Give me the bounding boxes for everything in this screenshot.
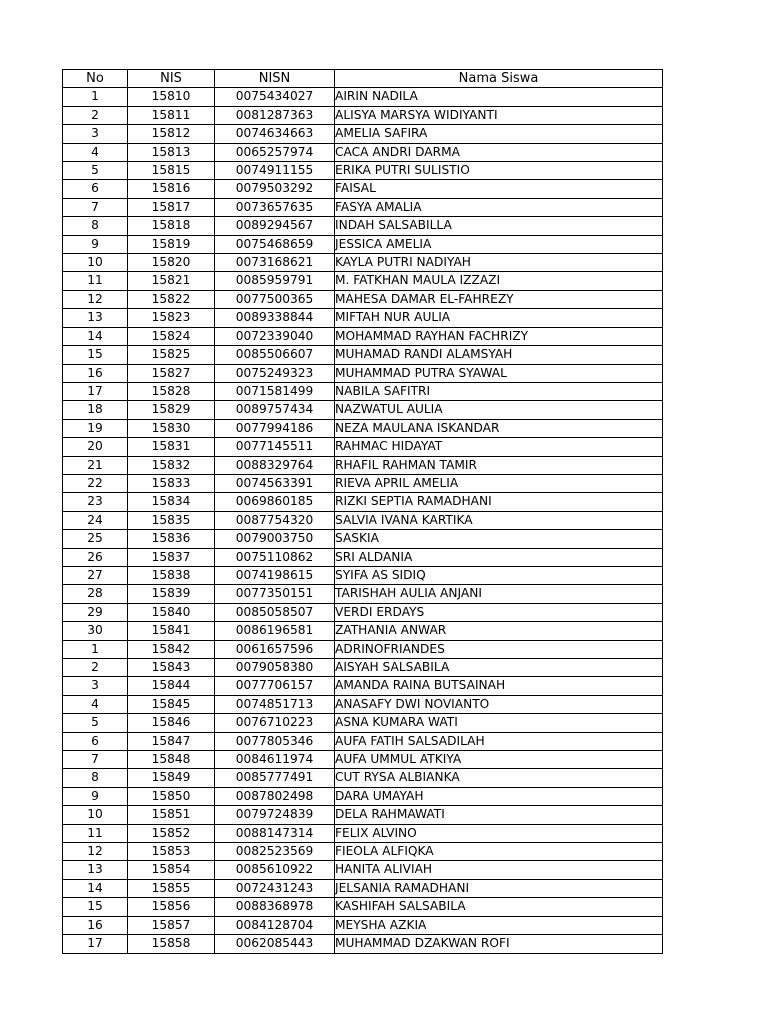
cell-nama-siswa: MUHAMAD RANDI ALAMSYAH bbox=[335, 346, 663, 364]
table-row bbox=[63, 419, 663, 437]
table-row bbox=[63, 898, 663, 916]
cell-nis: 15844 bbox=[128, 677, 215, 695]
table-row bbox=[63, 438, 663, 456]
cell-nis: 15827 bbox=[128, 364, 215, 382]
cell-no: 22 bbox=[63, 474, 128, 492]
cell-nisn: 0089338844 bbox=[215, 309, 335, 327]
cell-nama-siswa: AMANDA RAINA BUTSAINAH bbox=[335, 677, 663, 695]
header-nama-siswa: Nama Siswa bbox=[335, 70, 663, 88]
cell-nisn: 0074911155 bbox=[215, 162, 335, 180]
cell-nisn: 0077145511 bbox=[215, 438, 335, 456]
cell-no: 19 bbox=[63, 419, 128, 437]
cell-nama-siswa: AISYAH SALSABILA bbox=[335, 659, 663, 677]
cell-nis: 15811 bbox=[128, 106, 215, 124]
cell-nama-siswa: INDAH SALSABILLA bbox=[335, 217, 663, 235]
cell-nama-siswa: AMELIA SAFIRA bbox=[335, 125, 663, 143]
cell-no: 6 bbox=[63, 180, 128, 198]
cell-nis: 15853 bbox=[128, 843, 215, 861]
cell-nis: 15821 bbox=[128, 272, 215, 290]
table-row bbox=[63, 382, 663, 400]
table-row bbox=[63, 548, 663, 566]
cell-nama-siswa: KAYLA PUTRI NADIYAH bbox=[335, 254, 663, 272]
cell-nisn: 0085506607 bbox=[215, 346, 335, 364]
cell-no: 13 bbox=[63, 861, 128, 879]
cell-nis: 15850 bbox=[128, 787, 215, 805]
table-row bbox=[63, 511, 663, 529]
cell-no: 1 bbox=[63, 640, 128, 658]
table-row bbox=[63, 824, 663, 842]
cell-nama-siswa: CACA ANDRI DARMA bbox=[335, 143, 663, 161]
table-row bbox=[63, 585, 663, 603]
cell-no: 11 bbox=[63, 272, 128, 290]
cell-no: 13 bbox=[63, 309, 128, 327]
cell-nis: 15837 bbox=[128, 548, 215, 566]
table-row bbox=[63, 327, 663, 345]
cell-nis: 15843 bbox=[128, 659, 215, 677]
cell-nis: 15819 bbox=[128, 235, 215, 253]
table-row bbox=[63, 530, 663, 548]
cell-nis: 15825 bbox=[128, 346, 215, 364]
cell-nisn: 0079724839 bbox=[215, 806, 335, 824]
cell-nama-siswa: JELSANIA RAMADHANI bbox=[335, 879, 663, 897]
cell-nisn: 0073657635 bbox=[215, 198, 335, 216]
table-row bbox=[63, 493, 663, 511]
cell-nis: 15818 bbox=[128, 217, 215, 235]
cell-nama-siswa: RAHMAC HIDAYAT bbox=[335, 438, 663, 456]
cell-nama-siswa: M. FATKHAN MAULA IZZAZI bbox=[335, 272, 663, 290]
cell-nama-siswa: NABILA SAFITRI bbox=[335, 382, 663, 400]
cell-no: 24 bbox=[63, 511, 128, 529]
cell-no: 29 bbox=[63, 603, 128, 621]
table-row bbox=[63, 622, 663, 640]
cell-nis: 15817 bbox=[128, 198, 215, 216]
cell-nis: 15832 bbox=[128, 456, 215, 474]
cell-nis: 15842 bbox=[128, 640, 215, 658]
cell-nisn: 0069860185 bbox=[215, 493, 335, 511]
cell-nisn: 0082523569 bbox=[215, 843, 335, 861]
table-row bbox=[63, 309, 663, 327]
table-row bbox=[63, 198, 663, 216]
cell-nama-siswa: RIEVA APRIL AMELIA bbox=[335, 474, 663, 492]
cell-nis: 15810 bbox=[128, 88, 215, 106]
cell-nis: 15835 bbox=[128, 511, 215, 529]
cell-no: 7 bbox=[63, 198, 128, 216]
cell-nisn: 0088329764 bbox=[215, 456, 335, 474]
cell-nis: 15829 bbox=[128, 401, 215, 419]
cell-nisn: 0089757434 bbox=[215, 401, 335, 419]
cell-no: 9 bbox=[63, 787, 128, 805]
table-row bbox=[63, 751, 663, 769]
cell-nama-siswa: AUFA FATIH SALSADILAH bbox=[335, 732, 663, 750]
cell-no: 5 bbox=[63, 162, 128, 180]
cell-nama-siswa: TARISHAH AULIA ANJANI bbox=[335, 585, 663, 603]
cell-nama-siswa: VERDI ERDAYS bbox=[335, 603, 663, 621]
cell-nama-siswa: MIFTAH NUR AULIA bbox=[335, 309, 663, 327]
cell-no: 8 bbox=[63, 217, 128, 235]
cell-nisn: 0075110862 bbox=[215, 548, 335, 566]
cell-nis: 15836 bbox=[128, 530, 215, 548]
cell-nisn: 0074563391 bbox=[215, 474, 335, 492]
cell-no: 25 bbox=[63, 530, 128, 548]
cell-no: 2 bbox=[63, 659, 128, 677]
table-row bbox=[63, 474, 663, 492]
table-row bbox=[63, 346, 663, 364]
cell-nisn: 0084611974 bbox=[215, 751, 335, 769]
cell-nama-siswa: DARA UMAYAH bbox=[335, 787, 663, 805]
cell-nisn: 0062085443 bbox=[215, 935, 335, 953]
cell-nisn: 0074198615 bbox=[215, 566, 335, 584]
header-nis: NIS bbox=[128, 70, 215, 88]
cell-nisn: 0075249323 bbox=[215, 364, 335, 382]
cell-no: 9 bbox=[63, 235, 128, 253]
cell-no: 12 bbox=[63, 843, 128, 861]
table-row bbox=[63, 143, 663, 161]
table-row bbox=[63, 659, 663, 677]
cell-no: 20 bbox=[63, 438, 128, 456]
cell-nama-siswa: AIRIN NADILA bbox=[335, 88, 663, 106]
cell-nisn: 0071581499 bbox=[215, 382, 335, 400]
cell-nis: 15849 bbox=[128, 769, 215, 787]
cell-nama-siswa: FIEOLA ALFIQKA bbox=[335, 843, 663, 861]
cell-nis: 15841 bbox=[128, 622, 215, 640]
cell-nama-siswa: NAZWATUL AULIA bbox=[335, 401, 663, 419]
cell-nisn: 0073168621 bbox=[215, 254, 335, 272]
cell-nama-siswa: CUT RYSA ALBIANKA bbox=[335, 769, 663, 787]
cell-no: 2 bbox=[63, 106, 128, 124]
table-row bbox=[63, 272, 663, 290]
table-row bbox=[63, 106, 663, 124]
cell-nama-siswa: DELA RAHMAWATI bbox=[335, 806, 663, 824]
cell-nisn: 0076710223 bbox=[215, 714, 335, 732]
cell-nama-siswa: NEZA MAULANA ISKANDAR bbox=[335, 419, 663, 437]
cell-nisn: 0081287363 bbox=[215, 106, 335, 124]
cell-nisn: 0072339040 bbox=[215, 327, 335, 345]
cell-nama-siswa: JESSICA AMELIA bbox=[335, 235, 663, 253]
cell-nama-siswa: ALISYA MARSYA WIDIYANTI bbox=[335, 106, 663, 124]
cell-nis: 15840 bbox=[128, 603, 215, 621]
cell-nama-siswa: AUFA UMMUL ATKIYA bbox=[335, 751, 663, 769]
table-row bbox=[63, 217, 663, 235]
cell-nama-siswa: MUHAMMAD PUTRA SYAWAL bbox=[335, 364, 663, 382]
cell-no: 5 bbox=[63, 714, 128, 732]
cell-nisn: 0065257974 bbox=[215, 143, 335, 161]
cell-nis: 15846 bbox=[128, 714, 215, 732]
cell-no: 17 bbox=[63, 382, 128, 400]
cell-nama-siswa: ASNA KUMARA WATI bbox=[335, 714, 663, 732]
table-row bbox=[63, 935, 663, 953]
cell-nisn: 0077706157 bbox=[215, 677, 335, 695]
cell-nisn: 0072431243 bbox=[215, 879, 335, 897]
cell-no: 23 bbox=[63, 493, 128, 511]
table-row bbox=[63, 695, 663, 713]
table-body bbox=[63, 88, 663, 953]
cell-no: 21 bbox=[63, 456, 128, 474]
table-row bbox=[63, 732, 663, 750]
cell-no: 14 bbox=[63, 879, 128, 897]
cell-nisn: 0088368978 bbox=[215, 898, 335, 916]
cell-nisn: 0074851713 bbox=[215, 695, 335, 713]
cell-no: 26 bbox=[63, 548, 128, 566]
cell-nis: 15820 bbox=[128, 254, 215, 272]
cell-nisn: 0077994186 bbox=[215, 419, 335, 437]
cell-no: 18 bbox=[63, 401, 128, 419]
student-table bbox=[62, 69, 663, 954]
cell-nis: 15848 bbox=[128, 751, 215, 769]
cell-nis: 15822 bbox=[128, 290, 215, 308]
table-row bbox=[63, 640, 663, 658]
cell-nama-siswa: SRI ALDANIA bbox=[335, 548, 663, 566]
table-row bbox=[63, 714, 663, 732]
cell-nama-siswa: MAHESA DAMAR EL-FAHREZY bbox=[335, 290, 663, 308]
cell-nisn: 0077500365 bbox=[215, 290, 335, 308]
cell-no: 17 bbox=[63, 935, 128, 953]
cell-nama-siswa: SYIFA AS SIDIQ bbox=[335, 566, 663, 584]
cell-nis: 15838 bbox=[128, 566, 215, 584]
cell-nisn: 0086196581 bbox=[215, 622, 335, 640]
table-row bbox=[63, 806, 663, 824]
cell-no: 14 bbox=[63, 327, 128, 345]
cell-no: 8 bbox=[63, 769, 128, 787]
cell-no: 11 bbox=[63, 824, 128, 842]
cell-nis: 15854 bbox=[128, 861, 215, 879]
cell-nisn: 0085777491 bbox=[215, 769, 335, 787]
table-row bbox=[63, 861, 663, 879]
cell-nisn: 0079058380 bbox=[215, 659, 335, 677]
cell-no: 12 bbox=[63, 290, 128, 308]
cell-nis: 15824 bbox=[128, 327, 215, 345]
table-row bbox=[63, 769, 663, 787]
cell-no: 6 bbox=[63, 732, 128, 750]
cell-nama-siswa: MEYSHA AZKIA bbox=[335, 916, 663, 934]
table-row bbox=[63, 162, 663, 180]
cell-nis: 15845 bbox=[128, 695, 215, 713]
cell-nama-siswa: ADRINOFRIANDES bbox=[335, 640, 663, 658]
table-row bbox=[63, 88, 663, 106]
cell-no: 3 bbox=[63, 677, 128, 695]
cell-nama-siswa: SALVIA IVANA KARTIKA bbox=[335, 511, 663, 529]
cell-no: 4 bbox=[63, 143, 128, 161]
cell-nisn: 0085058507 bbox=[215, 603, 335, 621]
cell-nis: 15831 bbox=[128, 438, 215, 456]
table-row bbox=[63, 235, 663, 253]
table-row bbox=[63, 254, 663, 272]
cell-nis: 15828 bbox=[128, 382, 215, 400]
cell-nisn: 0061657596 bbox=[215, 640, 335, 658]
cell-nama-siswa: FASYA AMALIA bbox=[335, 198, 663, 216]
cell-nisn: 0087802498 bbox=[215, 787, 335, 805]
cell-nis: 15858 bbox=[128, 935, 215, 953]
cell-nis: 15856 bbox=[128, 898, 215, 916]
cell-nisn: 0079503292 bbox=[215, 180, 335, 198]
cell-no: 1 bbox=[63, 88, 128, 106]
cell-no: 16 bbox=[63, 916, 128, 934]
cell-nis: 15851 bbox=[128, 806, 215, 824]
cell-nisn: 0077805346 bbox=[215, 732, 335, 750]
table-row bbox=[63, 456, 663, 474]
cell-nama-siswa: KASHIFAH SALSABILA bbox=[335, 898, 663, 916]
cell-nama-siswa: ERIKA PUTRI SULISTIO bbox=[335, 162, 663, 180]
cell-nisn: 0085959791 bbox=[215, 272, 335, 290]
cell-nisn: 0075434027 bbox=[215, 88, 335, 106]
cell-no: 3 bbox=[63, 125, 128, 143]
cell-no: 16 bbox=[63, 364, 128, 382]
cell-no: 15 bbox=[63, 898, 128, 916]
cell-nis: 15816 bbox=[128, 180, 215, 198]
cell-no: 28 bbox=[63, 585, 128, 603]
table-row bbox=[63, 125, 663, 143]
cell-no: 10 bbox=[63, 254, 128, 272]
table-row bbox=[63, 843, 663, 861]
table-row bbox=[63, 879, 663, 897]
table-row bbox=[63, 603, 663, 621]
cell-nis: 15857 bbox=[128, 916, 215, 934]
table-row bbox=[63, 566, 663, 584]
cell-nama-siswa: HANITA ALIVIAH bbox=[335, 861, 663, 879]
cell-nama-siswa: ZATHANIA ANWAR bbox=[335, 622, 663, 640]
cell-nisn: 0079003750 bbox=[215, 530, 335, 548]
cell-nisn: 0075468659 bbox=[215, 235, 335, 253]
cell-nisn: 0074634663 bbox=[215, 125, 335, 143]
cell-nama-siswa: RIZKI SEPTIA RAMADHANI bbox=[335, 493, 663, 511]
cell-nama-siswa: ANASAFY DWI NOVIANTO bbox=[335, 695, 663, 713]
cell-nisn: 0087754320 bbox=[215, 511, 335, 529]
header-row bbox=[63, 70, 663, 88]
cell-nis: 15855 bbox=[128, 879, 215, 897]
cell-no: 15 bbox=[63, 346, 128, 364]
cell-nama-siswa: RHAFIL RAHMAN TAMIR bbox=[335, 456, 663, 474]
table-row bbox=[63, 916, 663, 934]
cell-nisn: 0088147314 bbox=[215, 824, 335, 842]
cell-nama-siswa: MOHAMMAD RAYHAN FACHRIZY bbox=[335, 327, 663, 345]
cell-nis: 15852 bbox=[128, 824, 215, 842]
table-row bbox=[63, 401, 663, 419]
cell-nis: 15823 bbox=[128, 309, 215, 327]
cell-nis: 15813 bbox=[128, 143, 215, 161]
table-row bbox=[63, 364, 663, 382]
cell-nisn: 0085610922 bbox=[215, 861, 335, 879]
cell-no: 10 bbox=[63, 806, 128, 824]
cell-nama-siswa: MUHAMMAD DZAKWAN ROFI bbox=[335, 935, 663, 953]
cell-nama-siswa: FELIX ALVINO bbox=[335, 824, 663, 842]
cell-nisn: 0077350151 bbox=[215, 585, 335, 603]
cell-nisn: 0089294567 bbox=[215, 217, 335, 235]
table-header bbox=[63, 70, 663, 88]
table-row bbox=[63, 787, 663, 805]
cell-no: 30 bbox=[63, 622, 128, 640]
header-nisn: NISN bbox=[215, 70, 335, 88]
cell-nama-siswa: FAISAL bbox=[335, 180, 663, 198]
cell-nis: 15847 bbox=[128, 732, 215, 750]
cell-nis: 15830 bbox=[128, 419, 215, 437]
table-row bbox=[63, 180, 663, 198]
cell-no: 4 bbox=[63, 695, 128, 713]
cell-nis: 15812 bbox=[128, 125, 215, 143]
table-row bbox=[63, 677, 663, 695]
cell-nis: 15834 bbox=[128, 493, 215, 511]
cell-nis: 15833 bbox=[128, 474, 215, 492]
cell-nama-siswa: SASKIA bbox=[335, 530, 663, 548]
cell-no: 27 bbox=[63, 566, 128, 584]
cell-nis: 15839 bbox=[128, 585, 215, 603]
table-row bbox=[63, 290, 663, 308]
header-no: No bbox=[63, 70, 128, 88]
cell-nisn: 0084128704 bbox=[215, 916, 335, 934]
cell-nis: 15815 bbox=[128, 162, 215, 180]
cell-no: 7 bbox=[63, 751, 128, 769]
